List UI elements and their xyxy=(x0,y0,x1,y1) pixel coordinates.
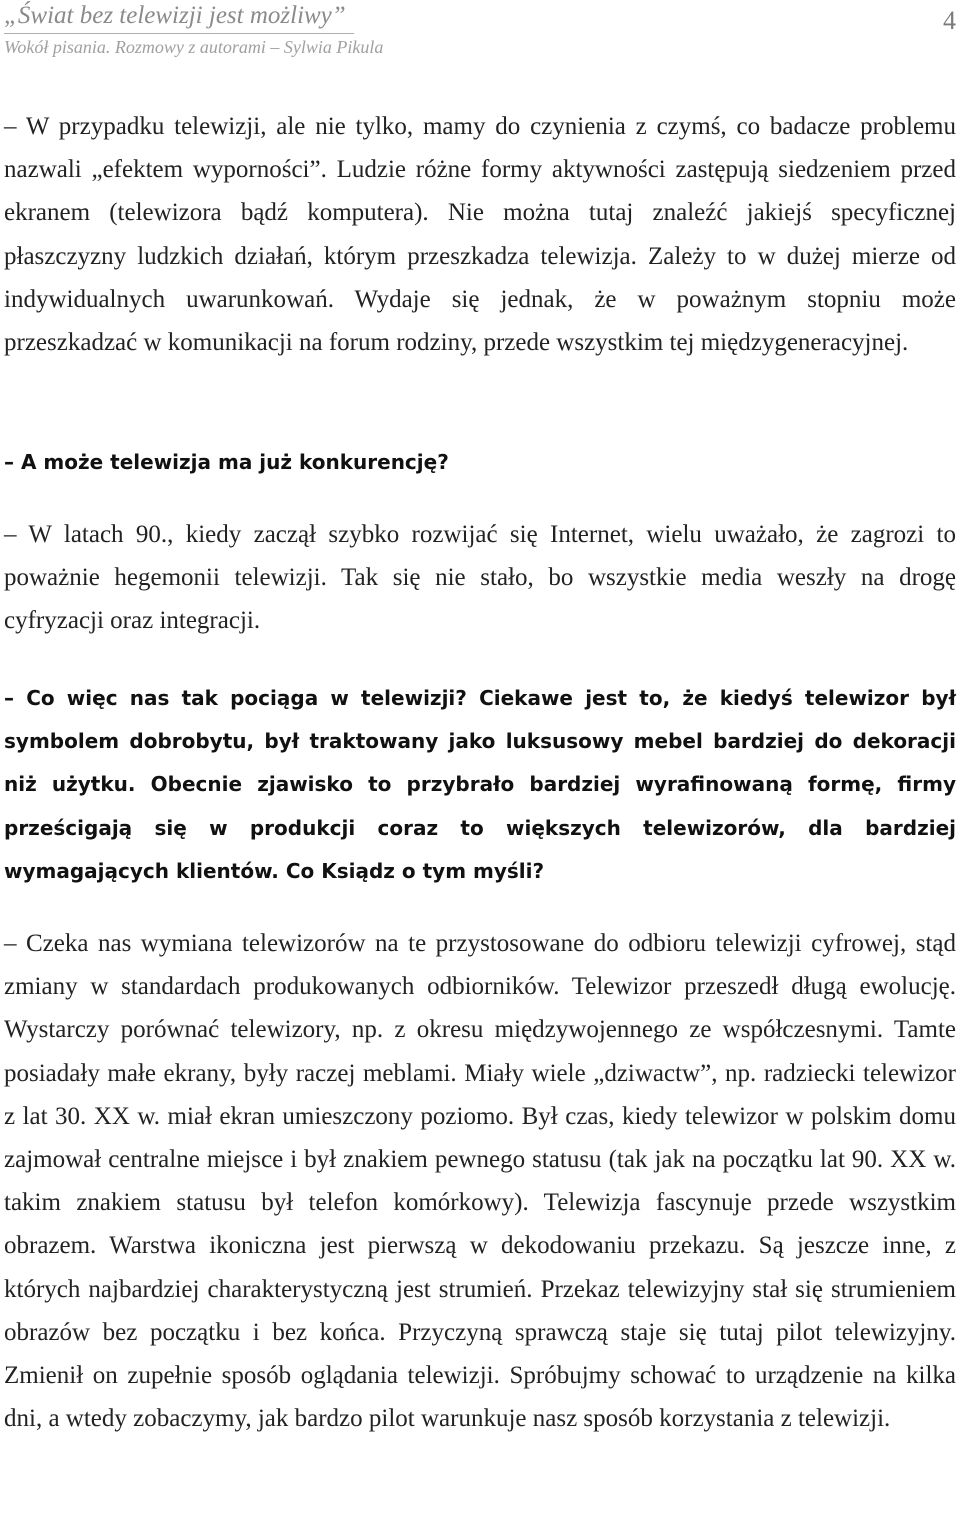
answer-paragraph-1: – W przypadku telewizji, ale nie tylko, mamy do czynienia z czymś, co badacze problemu nazwali „efektem wyporności”. Ludzie różne formy aktywności zastępują siedzeniem przed ekranem (telewizora bądź komputera). Nie można tutaj znaleźć jakiejś specyficznej płaszczyzny ludzkich działań, którym przeszkadza telewizja. Zależy to w dużej mierze od indywidualnych uwarunkowań. Wydaje się jednak, że w poważnym stopniu może przeszkadzać w komunikacji na forum rodziny, przede wszystkim tej międzygeneracyjnej. xyxy=(4,113,956,357)
answer-paragraph-3: – Czeka nas wymiana telewizorów na te przystosowane do odbioru telewizji cyfrowej, stąd zmiany w standardach produkowanych odbiorników. Telewizor przeszedł długą ewolucję. Wystarczy porównać telewizory, np. z okresu międzywojennego ze współczesnymi. Tamte posiadały małe ekrany, były raczej meblami. Miały wiele „dziwactw”, np. radziecki telewizor z lat 30. XX w. miał ekran umieszczony poziomo. Był czas, kiedy telewizor w polskim domu zajmował centralne miejsce i był znakiem pewnego statusu (tak jak na początku lat 90. XX w. takim znakiem statusu był telefon komórkowy). Telewizja fascynuje przede wszystkim obrazem. Warstwa ikoniczna jest pierwszą w dekodowaniu przekazu. Są jeszcze inne, z których najbardziej charakterystyczną jest strumień. Przekaz telewizyjny stał się strumieniem obrazów bez początku i bez końca. Przyczyną sprawczą staje się tutaj pilot telewizyjny. Zmienił on zupełnie sposób oglądania telewizji. Spróbujmy schować to urządzenie na kilka dni, a wtedy zobaczymy, jak bardzo pilot warunkuje nasz sposób korzystania z telewizji. xyxy=(4,930,956,1433)
page-number: 4 xyxy=(943,6,956,35)
answer-paragraph-2: – W latach 90., kiedy zaczął szybko rozwijać się Internet, wielu uważało, że zagrozi to poważnie hegemonii telewizji. Tak się nie stało, bo wszystkie media weszły na drogę cyfryzacji oraz integracji. xyxy=(4,521,956,635)
interview-question-2: – Co więc nas tak pociąga w telewizji? Ciekawe jest to, że kiedyś telewizor był symbolem dobrobytu, był traktowany jako luksusowy mebel bardziej do dekoracji niż użytku. Obecnie zjawisko to przybrało bardziej wyrafinowaną formę, firmy prześcigają się w produkcji coraz to większych telewizorów, dla bardziej wymagających klientów. Co Ksiądz o tym myśli? xyxy=(4,686,956,883)
header-rule xyxy=(4,33,354,34)
page-header xyxy=(4,0,956,62)
interview-question-1: – A może telewizja ma już konkurencję? xyxy=(4,450,449,474)
running-title: „Świat bez telewizji jest możliwy” xyxy=(4,2,346,29)
running-subtitle: Wokół pisania. Rozmowy z autorami – Sylwia Pikula xyxy=(4,37,384,57)
